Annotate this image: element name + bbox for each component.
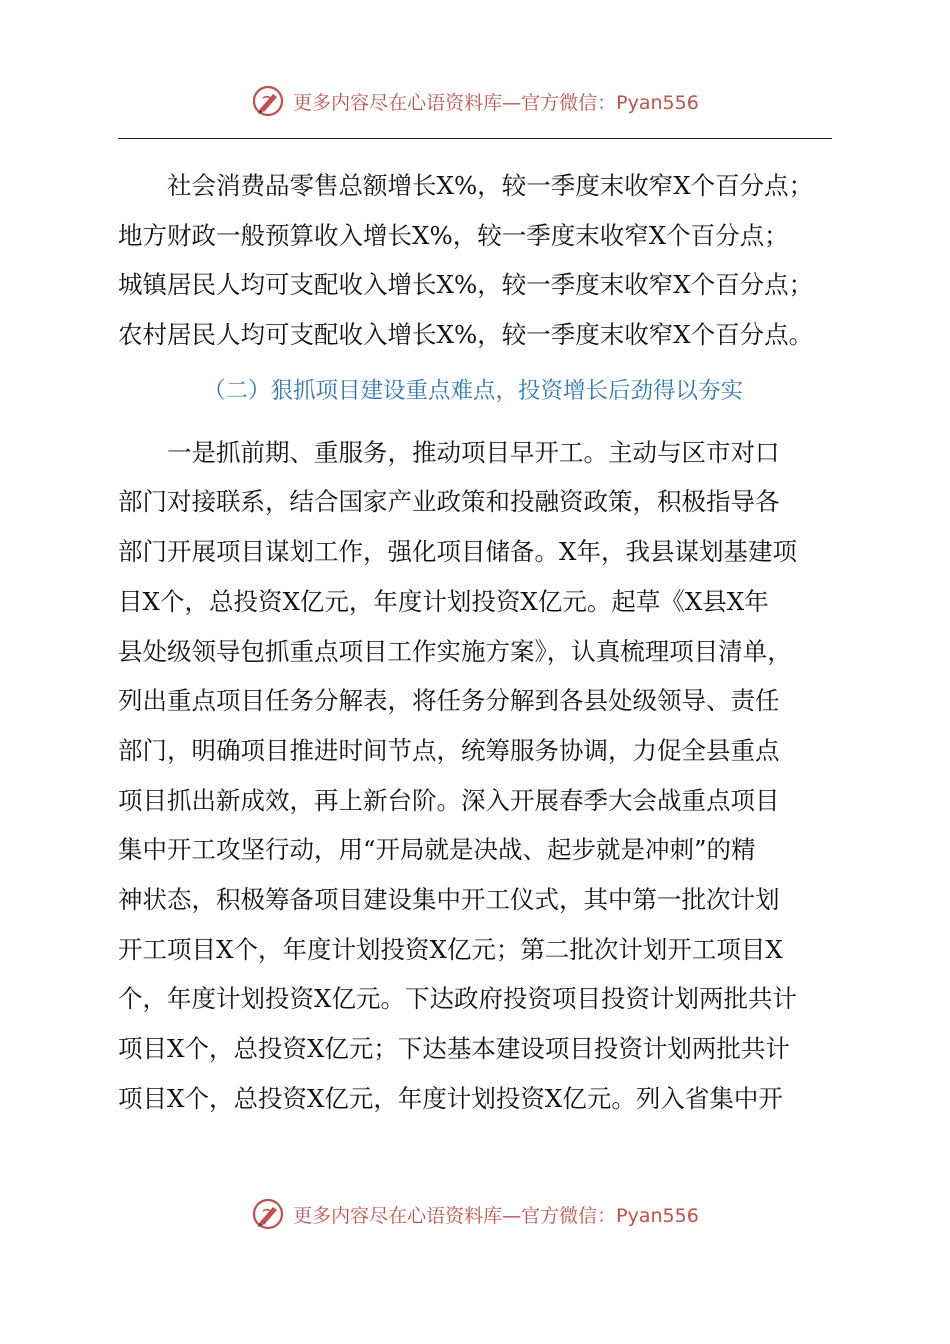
paragraph-line: 部门对接联系，结合国家产业政策和投融资政策，积极指导各 <box>118 487 780 517</box>
paragraph-line: 项目X个，总投资X亿元；下达基本建设项目投资计划两批共计 <box>118 1034 790 1063</box>
paragraph-line: 部门，明确项目推进时间节点，统筹服务协调，力促全县重点 <box>118 735 780 765</box>
header-text: 更多内容尽在心语资料库—官方微信：Pyan556 <box>293 91 699 114</box>
paragraph-line: 城镇居民人均可支配收入增长X%，较一季度末收窄X个百分点； <box>118 270 814 300</box>
page-header <box>0 84 950 118</box>
paragraph-line: 项目抓出新成效，再上新台阶。深入开展春季大会战重点项目 <box>118 785 780 815</box>
pen-logo-icon <box>251 84 285 118</box>
paragraph-line: 神状态，积极筹备项目建设集中开工仪式，其中第一批次计划 <box>118 884 780 914</box>
paragraph-line: 农村居民人均可支配收入增长X%，较一季度末收窄X个百分点。 <box>118 320 814 350</box>
paragraph-line: 开工项目X个，年度计划投资X亿元；第二批次计划开工项目X <box>118 934 783 964</box>
paragraph-line: 一是抓前期、重服务，推动项目早开工。主动与区市对口 <box>167 437 780 467</box>
paragraph-line: 地方财政一般预算收入增长X%，较一季度末收窄X个百分点； <box>118 220 789 250</box>
paragraph-line: 项目X个，总投资X亿元，年度计划投资X亿元。列入省集中开 <box>118 1083 783 1113</box>
paragraph-line: 县处级领导包抓重点项目工作实施方案》，认真梳理项目清单， <box>118 636 792 666</box>
pen-logo-icon <box>251 1197 285 1231</box>
paragraph-line: 个，年度计划投资X亿元。下达政府投资项目投资计划两批共计 <box>118 984 797 1014</box>
paragraph-line: 目X个，总投资X亿元，年度计划投资X亿元。起草《X县X年 <box>118 586 769 616</box>
paragraph-line: 社会消费品零售总额增长X%，较一季度末收窄X个百分点； <box>167 171 814 200</box>
header-divider <box>118 138 832 139</box>
footer-text: 更多内容尽在心语资料库—官方微信：Pyan556 <box>293 1204 699 1227</box>
paragraph-line: 部门开展项目谋划工作，强化项目储备。X年，我县谋划基建项 <box>118 537 797 567</box>
paragraph-line: 集中开工攻坚行动，用“开局就是决战、起步就是冲刺”的精 <box>118 835 756 865</box>
page-footer <box>0 1197 950 1231</box>
document-body <box>118 161 838 1123</box>
section-heading: （二）狠抓项目建设重点难点，投资增长后劲得以夯实 <box>202 377 743 404</box>
paragraph-line: 列出重点项目任务分解表，将任务分解到各县处级领导、责任 <box>118 686 780 716</box>
